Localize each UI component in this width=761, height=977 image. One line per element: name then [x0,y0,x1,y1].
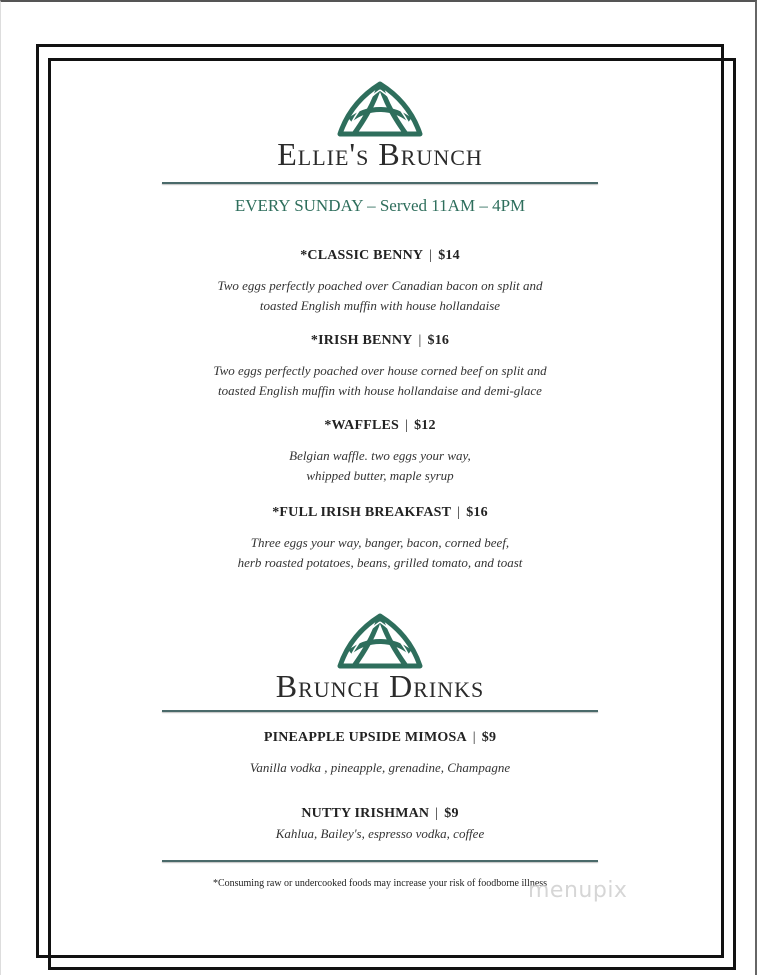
menu-item-name: *FULL IRISH BREAKFAST | $16 [272,505,488,520]
menu-item-price: $14 [438,248,460,263]
menu-item-name: *WAFFLES | $12 [324,418,436,433]
drinks-divider [162,710,598,712]
menu-item-price: $12 [414,418,436,433]
title-divider [162,182,598,184]
health-disclaimer: *Consuming raw or undercooked foods may increase your risk of foodborne illness [212,878,548,889]
menu-item-description: Two eggs perfectly poached over house corned beef on split and toasted English muffin with house hollandaise and demi-glace [213,363,547,398]
menu-page [52,62,708,952]
watermark-logo: menupix [528,878,628,903]
menu-item-price: $16 [466,505,488,520]
menu-item-price: $16 [427,333,450,348]
schedule-text: EVERY SUNDAY – Served 11AM – 4PM [234,196,526,215]
menu-item-description: Three eggs your way, banger, bacon, corned beef, herb roasted potatoes, beans, grilled tomato, and toast [237,535,523,570]
drink-item-description: Vanilla vodka , pineapple, grenadine, Champagne [249,760,511,775]
drink-item-name: NUTTY IRISHMAN | $9 [301,806,459,821]
celtic-knot-icon [334,612,426,670]
celtic-knot-icon [334,80,426,138]
drink-item-description: Kahlua, Bailey's, espresso vodka, coffee [275,826,485,841]
menu-item-description: Belgian waffle. two eggs your way, whipped butter, maple syrup [289,448,471,483]
drinks-title: Brunch Drinks [275,668,485,704]
footer-divider [162,860,598,862]
drink-item-name: PINEAPPLE UPSIDE MIMOSA | $9 [263,730,497,745]
drink-item-price: $9 [481,730,497,745]
menu-item-description: Two eggs perfectly poached over Canadian bacon on split and toasted English muffin with house hollandaise [217,278,543,313]
menu-item-name: *CLASSIC BENNY | $14 [300,248,460,263]
drink-item-price: $9 [444,806,459,821]
brunch-title: Ellie's Brunch [277,136,483,172]
menu-item-name: *IRISH BENNY | $16 [310,333,450,348]
